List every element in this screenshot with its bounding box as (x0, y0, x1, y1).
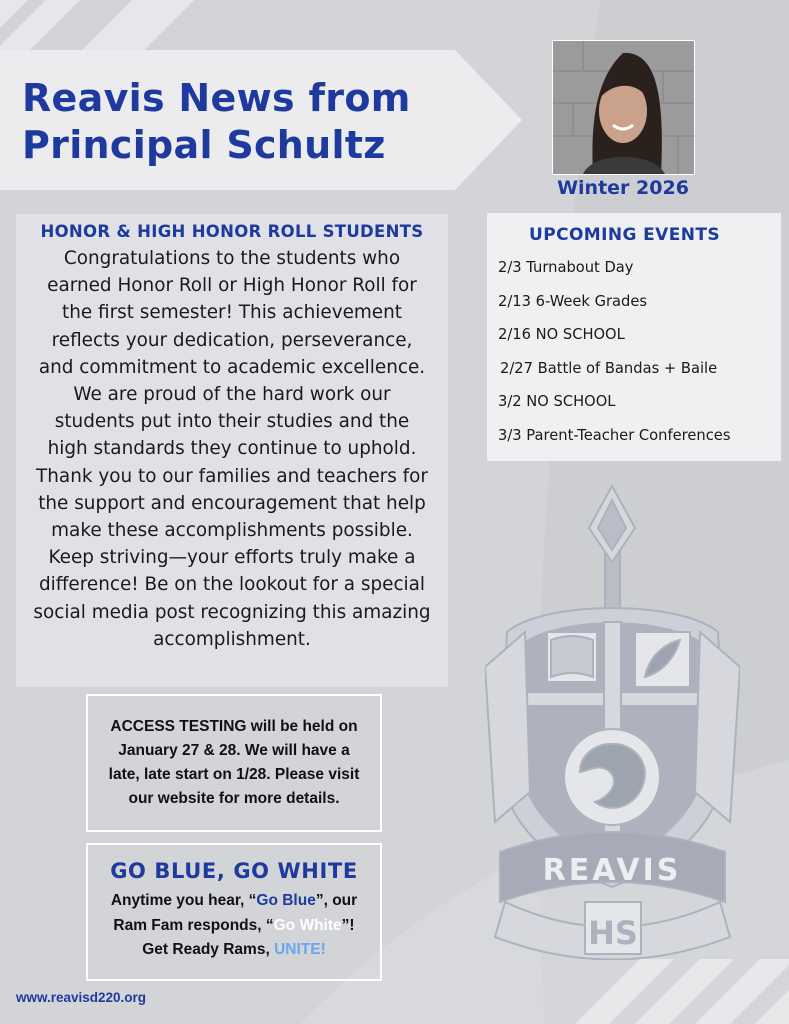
honor-line: reflects your dedication, perseverance, (51, 329, 413, 351)
honor-line: and commitment to academic excellence. (38, 356, 426, 378)
page-title (22, 75, 411, 169)
title-line-2: Principal Schultz (22, 123, 386, 167)
go-blue-text-part: ”, our (315, 892, 358, 909)
season-label: Winter 2026 (557, 177, 689, 199)
honor-line: students put into their studies and the (54, 411, 410, 433)
go-blue-text-part: Ram Fam responds, “ (113, 916, 274, 934)
event-item: 2/13 6-Week Grades (498, 292, 648, 310)
go-blue-text (88, 889, 380, 963)
honor-line: high standards they continue to uphold. (47, 438, 417, 460)
school-crest-logo (485, 482, 740, 960)
website-link[interactable]: www.reavisd220.org (16, 990, 147, 1005)
honor-line: Thank you to our families and teachers for (36, 465, 428, 487)
honor-line: the first semester! This achievement (61, 302, 402, 324)
go-blue-heading: GO BLUE, GO WHITE (110, 859, 358, 883)
go-blue-text-part: Anytime you hear, “ (110, 892, 257, 909)
honor-line: accomplishment. (153, 628, 311, 650)
honor-line: make these accomplishments possible. (51, 520, 413, 542)
honor-roll-section (16, 214, 448, 687)
access-testing-box (86, 694, 382, 832)
go-blue-text-part: Get Ready Rams, (142, 941, 275, 958)
go-blue-phrase: Go Blue (256, 892, 316, 909)
honor-line: social media post recognizing this amazing (33, 601, 431, 623)
crest-banner-text: REAVIS (542, 853, 682, 888)
title-line-1: Reavis News from (22, 76, 411, 120)
honor-line: the support and encouragement that help (38, 492, 426, 514)
upcoming-events-section (487, 213, 781, 461)
event-item: 2/3 Turnabout Day (498, 259, 634, 276)
access-line: January 27 & 28. We will have a (118, 742, 350, 760)
honor-line: Keep striving—your efforts truly make a (48, 547, 416, 569)
honor-line: We are proud of the hard work our (73, 384, 391, 406)
access-line: late, late start on 1/28. Please visit (108, 766, 360, 783)
events-heading: UPCOMING EVENTS (529, 225, 720, 245)
crest-hs-text: HS (588, 914, 638, 952)
go-blue-text-part: ”! (341, 916, 355, 934)
go-blue-box (86, 843, 382, 981)
event-item: 2/27 Battle of Bandas + Baile (500, 359, 718, 377)
access-line: ACCESS TESTING will be held on (110, 718, 358, 736)
event-item: 2/16 NO SCHOOL (498, 326, 625, 343)
access-testing-text (89, 715, 379, 810)
go-white-phrase: Go White (273, 916, 342, 934)
honor-line: difference! Be on the lookout for a special (38, 574, 426, 596)
principal-photo (552, 40, 695, 175)
events-list (487, 251, 781, 452)
event-item: 3/2 NO SCHOOL (498, 393, 616, 410)
honor-line: Congratulations to the students who (63, 248, 401, 269)
unite-phrase: UNITE! (274, 941, 326, 958)
honor-roll-heading: HONOR & HIGH HONOR ROLL STUDENTS (40, 222, 424, 241)
access-line: our website for more details. (128, 789, 340, 807)
honor-roll-body (18, 245, 446, 653)
event-item: 3/3 Parent-Teacher Conferences (498, 426, 731, 444)
honor-line: earned Honor Roll or High Honor Roll for (47, 275, 417, 297)
